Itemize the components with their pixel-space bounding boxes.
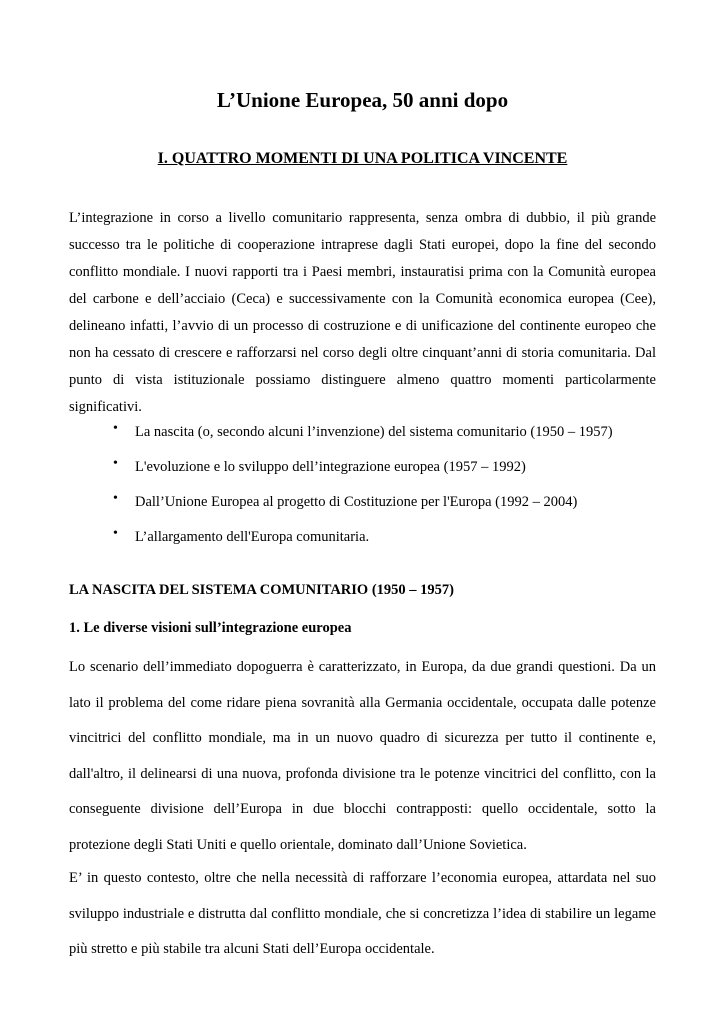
list-item-text: L’allargamento dell'Europa comunitaria. — [135, 529, 370, 545]
bullet-icon: • — [113, 456, 118, 471]
body-paragraph: Lo scenario dell’immediato dopoguerra è caratterizzato, in Europa, da due grandi questioni. Da un lato il problema del come ridare piena sovranità alla Germania occidentale, occupata dalle potenze vincitrici del conflitto mondiale, ma in un nuovo quadro di sicurezza per tutto il continente e, dall'altro, il delinearsi di una nuova, profonda divisione tra le potenze vincitrici del conflitto, con la conseguente divisione dell’Europa in due blocchi contrapposti: quello occidentale, sotto la protezione degli Stati Uniti e quello orientale, dominato dall’Unione Sovietica. — [69, 659, 656, 853]
list-item-text: L'evoluzione e lo sviluppo dell’integrazione europea (1957 – 1992) — [135, 459, 526, 475]
list-item-text: Dall’Unione Europea al progetto di Costituzione per l'Europa (1992 – 2004) — [135, 494, 578, 510]
body-paragraph: E’ in questo contesto, oltre che nella necessità di rafforzare l’economia europea, attardata nel suo sviluppo industriale e distrutta dal conflitto mondiale, che si concretizza l’idea di stabilire un legame più stretto e più stabile tra alcuni Stati dell’Europa occidentale. — [69, 870, 656, 957]
intro-paragraph: L’integrazione in corso a livello comunitario rappresenta, senza ombra di dubbio, il più grande successo tra le politiche di cooperazione intraprese dagli Stati europei, dopo la fine del secondo conflitto mondiale. I nuovi rapporti tra i Paesi membri, instauratisi prima con la Comunità europea del carbone e dell’acciaio (Ceca) e successivamente con la Comunità economica europea (Cee), delineano infatti, l’avvio di un processo di costruzione e di unificazione del continente europeo che non ha cessato di crescere e rafforzarsi nel corso degli oltre cinquant’anni di storia comunitaria. Dal punto di vista istituzionale possiamo distinguere almeno quattro momenti particolarmente significativi. — [69, 210, 656, 415]
bullet-icon: • — [113, 421, 118, 436]
document-title: L’Unione Europea, 50 anni dopo — [216, 88, 509, 112]
bullet-icon: • — [113, 526, 118, 541]
section-title: I. QUATTRO MOMENTI DI UNA POLITICA VINCENTE — [157, 150, 568, 167]
bullet-icon: • — [113, 491, 118, 506]
subsection-heading: 1. Le diverse visioni sull’integrazione europea — [69, 620, 352, 636]
chapter-heading: LA NASCITA DEL SISTEMA COMUNITARIO (1950 – 1957) — [69, 582, 454, 598]
list-item-text: La nascita (o, secondo alcuni l’invenzione) del sistema comunitario (1950 – 1957) — [135, 424, 613, 440]
